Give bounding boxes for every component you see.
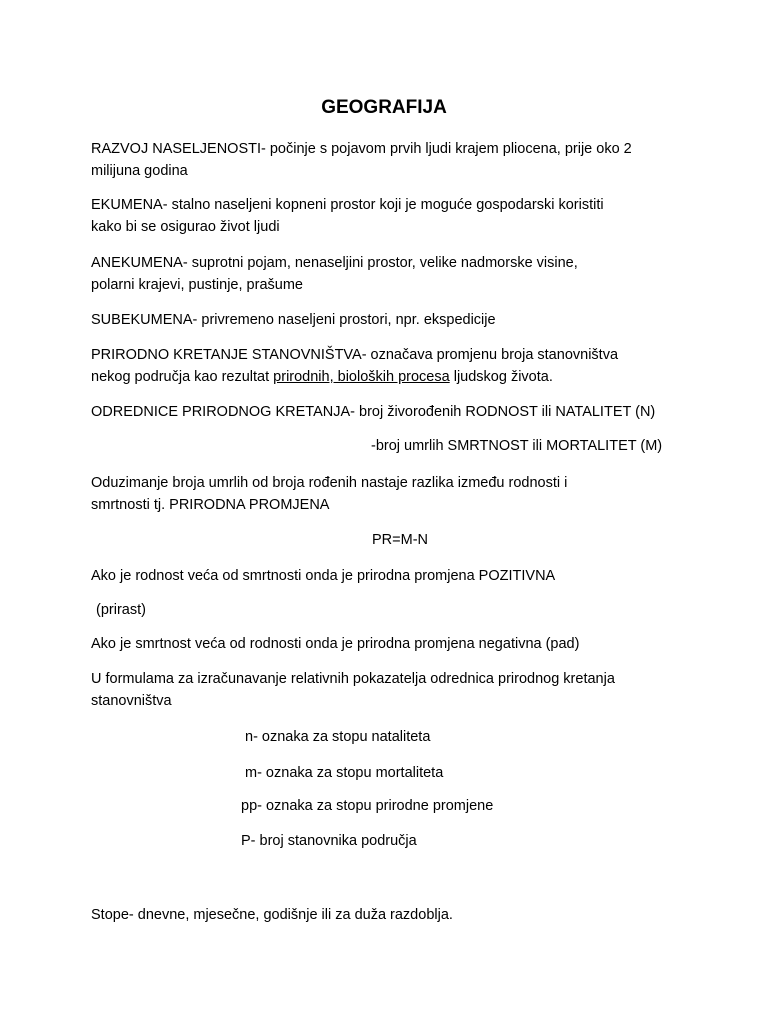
paragraph-ekumena-line2: kako bi se osigurao život ljudi xyxy=(91,219,280,235)
paragraph-oduzimanje-line1: Oduzimanje broja umrlih od broja rođenih nastaje razlika između rodnosti i xyxy=(91,475,568,491)
paragraph-razvoj-line1: RAZVOJ NASELJENOSTI- počinje s pojavom prvih ljudi krajem pliocena, prije oko 2 xyxy=(91,141,632,157)
text-segment: nekog područja kao rezultat xyxy=(91,369,274,385)
paragraph-razvoj-line2: milijuna godina xyxy=(91,163,188,179)
paragraph-pozitivna: Ako je rodnost veća od smrtnosti onda je prirodna promjena POZITIVNA xyxy=(91,568,556,584)
paragraph-odrednice-line2: -broj umrlih SMRTNOST ili MORTALITET (M) xyxy=(371,438,663,454)
legend-item-n: n- oznaka za stopu nataliteta xyxy=(245,729,431,745)
paragraph-stope: Stope- dnevne, mjesečne, godišnje ili za duža razdoblja. xyxy=(91,907,453,923)
paragraph-prirast: (prirast) xyxy=(96,602,146,618)
paragraph-prirodno-kretanje-line1: PRIRODNO KRETANJE STANOVNIŠTVA- označava promjenu broja stanovništva xyxy=(91,347,619,363)
legend-item-pp: pp- oznaka za stopu prirodne promjene xyxy=(241,798,494,814)
paragraph-anekumena-line2: polarni krajevi, pustinje, prašume xyxy=(91,277,303,293)
underlined-term: prirodnih, bioloških procesa xyxy=(273,369,450,385)
text-segment: ljudskog života. xyxy=(449,369,553,385)
paragraph-oduzimanje-line2: smrtnosti tj. PRIRODNA PROMJENA xyxy=(91,497,330,513)
paragraph-odrednice-line1: ODREDNICE PRIRODNOG KRETANJA- broj živorođenih RODNOST ili NATALITET (N) xyxy=(91,404,656,420)
formula: PR=M-N xyxy=(372,532,428,548)
paragraph-prirodno-kretanje-line2 xyxy=(91,366,553,388)
legend-item-p: P- broj stanovnika područja xyxy=(241,833,417,849)
paragraph-subekumena: SUBEKUMENA- privremeno naseljeni prostori, npr. ekspedicije xyxy=(91,312,496,328)
paragraph-formulama-line2: stanovništva xyxy=(91,693,172,709)
paragraph-formulama-line1: U formulama za izračunavanje relativnih pokazatelja odrednica prirodnog kretanja xyxy=(91,671,615,687)
legend-item-m: m- oznaka za stopu mortaliteta xyxy=(245,765,444,781)
paragraph-anekumena-line1: ANEKUMENA- suprotni pojam, nenaseljini prostor, velike nadmorske visine, xyxy=(91,255,578,271)
document-title: GEOGRAFIJA xyxy=(321,97,447,118)
paragraph-negativna: Ako je smrtnost veća od rodnosti onda je prirodna promjena negativna (pad) xyxy=(91,636,580,652)
paragraph-ekumena-line1: EKUMENA- stalno naseljeni kopneni prostor koji je moguće gospodarski koristiti xyxy=(91,197,604,213)
